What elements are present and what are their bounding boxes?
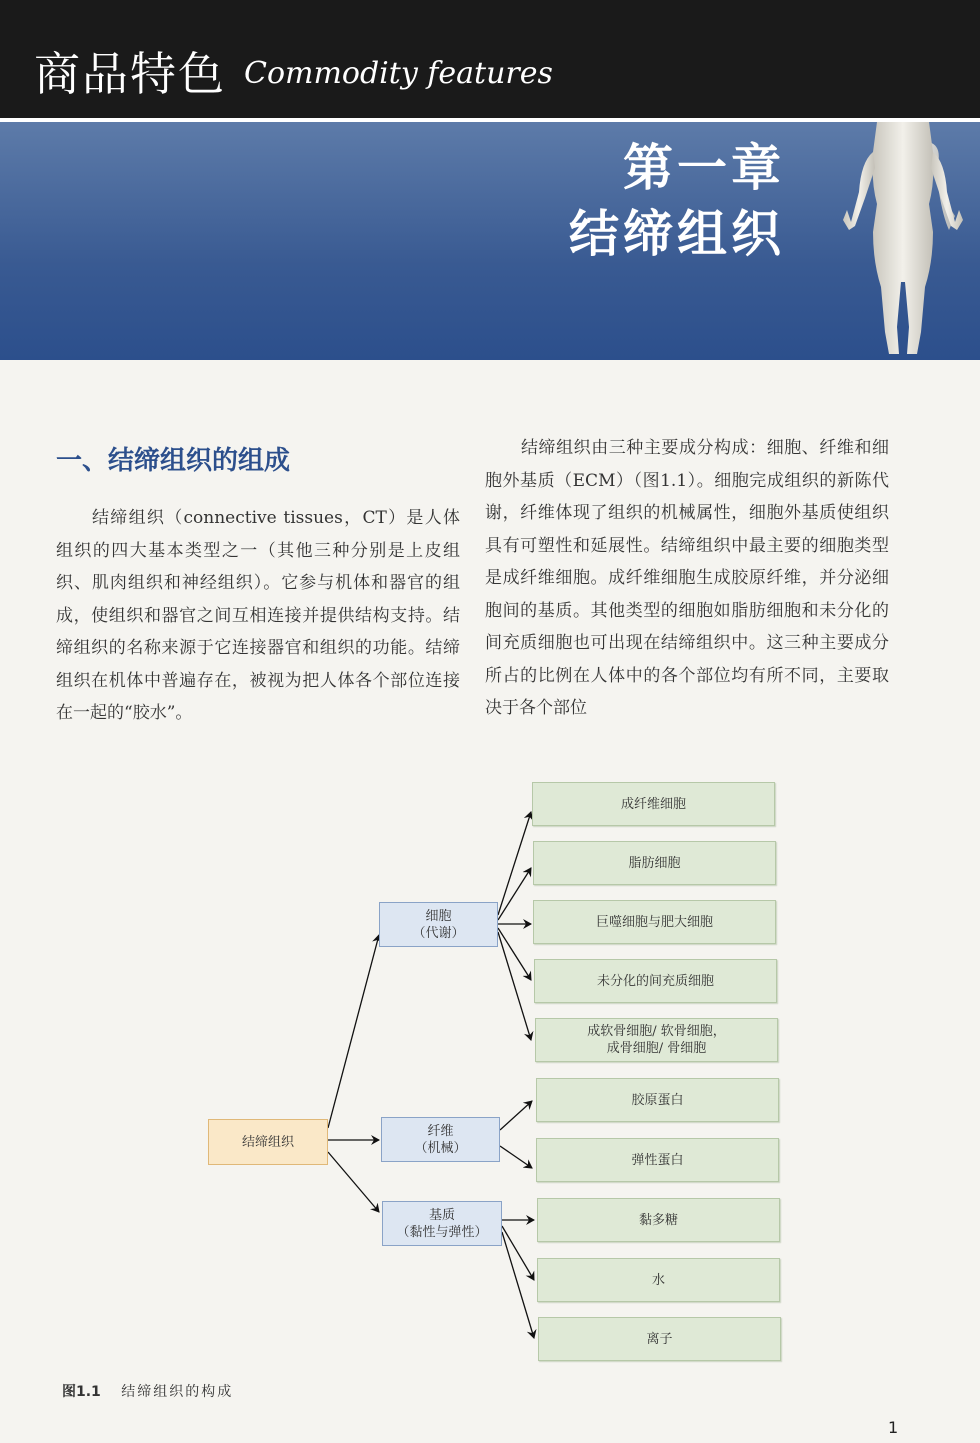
diagram-leaf-fibroblast: 成纤维细胞 [532, 782, 775, 826]
section-heading: 一、结缔组织的组成 [56, 446, 291, 476]
diagram-branch-fibers: 纤维 （机械） [381, 1117, 500, 1162]
figure-caption-text: 结缔组织的构成 [121, 1384, 234, 1400]
figure-caption [62, 1381, 233, 1401]
diagram-branch-cells: 细胞 （代谢） [379, 902, 498, 947]
diagram-leaf-ions: 离子 [538, 1317, 781, 1361]
diagram-leaf-chondro-osteo: 成软骨细胞/ 软骨细胞， 成骨细胞/ 骨细胞 [535, 1018, 778, 1062]
chapter-title: 结缔组织 [569, 205, 785, 263]
chapter-number: 第一章 [623, 139, 785, 197]
diagram-leaf-water: 水 [537, 1258, 780, 1302]
diagram-leaf-mesenchymal: 未分化的间充质细胞 [534, 959, 777, 1003]
diagram-leaf-collagen: 胶原蛋白 [536, 1078, 779, 1122]
diagram-leaf-macrophage-mast: 巨噬细胞与肥大细胞 [533, 900, 776, 944]
diagram-branch-matrix: 基质 （黏性与弹性） [382, 1201, 502, 1246]
diagram-leaf-elastin: 弹性蛋白 [536, 1138, 779, 1182]
figure-number: 图1.1 [62, 1384, 101, 1400]
diagram-root-node: 结缔组织 [208, 1119, 328, 1165]
left-paragraph: 结缔组织（connective tissues，CT）是人体组织的四大基本类型之一（其他三种分别是上皮组织、肌肉组织和神经组织）。它参与机体和器官的组成，使组织和器官之间互相连接并提供结构支持。结缔组织的名称来源于它连接器官和组织的功能。结缔组织在机体中普遍存在，被视为把人体各个部位连接在一起的“胶水”。 [56, 508, 460, 723]
header-subtitle: Commodity features [244, 56, 553, 91]
diagram-leaf-adipocyte: 脂肪细胞 [533, 841, 776, 885]
diagram-leaf-mucopolysaccharide: 黏多糖 [537, 1198, 780, 1242]
right-paragraph: 结缔组织由三种主要成分构成：细胞、纤维和细胞外基质（ECM）（图1.1）。细胞完成组织的新陈代谢，纤维体现了组织的机械属性，细胞外基质使组织具有可塑性和延展性。结缔组织中最主要的细胞类型是成纤维细胞。成纤维细胞生成胶原纤维，并分泌细胞间的基质。其他类型的细胞如脂肪细胞和未分化的间充质细胞也可出现在结缔组织中。这三种主要成分所占的比例在人体中的各个部位均有所不同，主要取决于各个部位 [485, 438, 889, 718]
page-number: 1 [888, 1418, 899, 1437]
header-title: 商品特色 [34, 47, 226, 101]
